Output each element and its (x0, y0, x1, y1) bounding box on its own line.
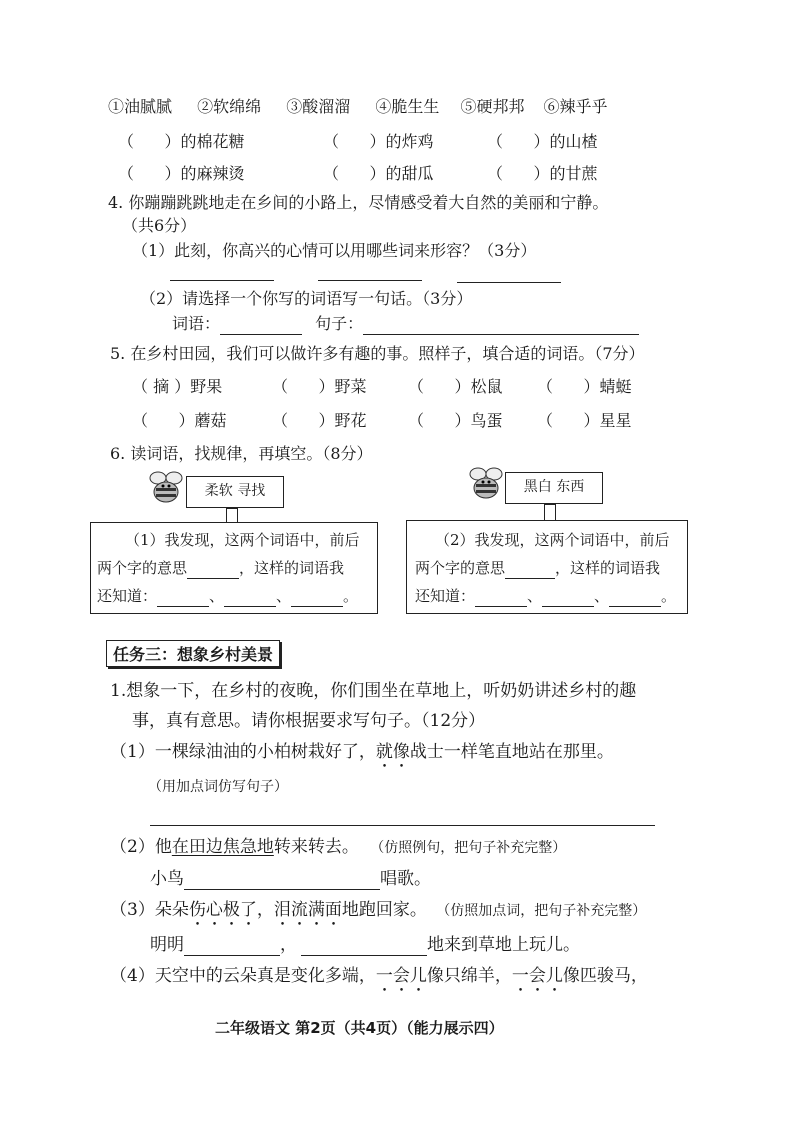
task3-title: 任务三：想象乡村美景 (106, 640, 280, 667)
period: 。 (661, 587, 677, 605)
meaning-blank[interactable] (187, 562, 239, 579)
s4-text: 像只绵羊， (426, 966, 512, 986)
s2-text: 转来转去。 (273, 837, 359, 857)
answer-paren[interactable]: （ ） (408, 411, 471, 430)
q5-item: 松鼠 (470, 377, 503, 396)
q3-option: ⑥辣乎乎 (543, 97, 608, 116)
period: 。 (343, 587, 359, 605)
q4-blank[interactable] (318, 280, 422, 281)
q3-item: 的炸鸡 (385, 132, 434, 151)
q3-item: 的棉花糖 (180, 132, 245, 151)
q3-row1 (118, 131, 245, 153)
s3-fill-text: 地来到草地上玩儿。 (427, 935, 580, 955)
q4-stem: 4. 你蹦蹦跳跳地走在乡间的小路上，尽情感受着大自然的美丽和宁静。 (108, 193, 609, 212)
s1-answer-line[interactable] (150, 825, 655, 826)
box1-text: ，这样的词语我 (239, 559, 345, 577)
box1-line3 (97, 585, 358, 607)
s2-underlined: 在田边焦急地 (171, 837, 274, 857)
q5-item: 野果 (190, 377, 223, 396)
q4-stem-score: （共6分） (122, 216, 197, 235)
s1-note: （用加点词仿写句子） (148, 779, 288, 795)
task3-q1-line2: 事，真有意思。请你根据要求写句子。（12分） (132, 711, 486, 731)
sentence-label: 句子： (315, 314, 364, 333)
example-blank[interactable] (609, 590, 661, 607)
q5-item: 鸟蛋 (470, 411, 503, 430)
q5-row2 (408, 410, 503, 432)
example-blank[interactable] (542, 590, 594, 607)
q5-row2 (132, 410, 227, 432)
answer-paren[interactable]: （ ） (487, 132, 550, 151)
q5-item: 野花 (334, 411, 367, 430)
answer-paren[interactable]: （ ） (272, 411, 335, 430)
q6-stem: 6. 读词语，找规律，再填空。（8分） (110, 444, 373, 463)
answer-paren[interactable]: （ ） (487, 164, 550, 183)
q5-item: 蘑菇 (194, 411, 227, 430)
word-label: 词语： (172, 314, 221, 333)
answer-paren[interactable]: （ ） (323, 132, 386, 151)
q5-row1 (132, 376, 222, 398)
page-footer: 二年级语文 第2页（共4页）（能力展示四） (215, 1019, 504, 1037)
q3-row1 (487, 131, 598, 153)
q3-item: 的甘蔗 (549, 164, 598, 183)
word-blank[interactable] (220, 318, 302, 335)
sign-post (226, 508, 238, 523)
s4-dotted: 一会儿 (375, 966, 427, 986)
s4-text: （4）天空中的云朵真是变化多端， (110, 966, 376, 986)
s4-text: 像匹骏马， (562, 966, 648, 986)
q6-box-1 (90, 522, 378, 614)
answer-paren[interactable]: （ ） (118, 132, 181, 151)
q3-row2 (118, 163, 245, 185)
example-word: 摘 (153, 377, 170, 396)
s1-text: （1）一棵绿油油的小柏树栽好了， (110, 742, 376, 762)
q3-row2 (487, 163, 598, 185)
s3-dotted: 伤心极了 (188, 900, 257, 920)
q3-row2 (323, 163, 434, 185)
q3-item: 的麻辣烫 (180, 164, 245, 183)
s3-dotted: 泪流满面 (273, 900, 342, 920)
s2-text: （2）他 (110, 837, 172, 857)
separator: 、 (594, 587, 610, 605)
s2-note: （仿照例句，把句子补充完整） (370, 840, 567, 856)
example-blank[interactable] (475, 590, 527, 607)
s3-text: 地跑回家。 (341, 900, 427, 920)
s1-text: 战士一样笔直地站在那里。 (409, 742, 614, 762)
q4-sub1: （1）此刻，你高兴的心情可以用哪些词来形容？（3分） (132, 241, 537, 260)
s3-fill (150, 934, 580, 956)
q5-stem: 5. 在乡村田园，我们可以做许多有趣的事。照样子，填合适的词语。（7分） (110, 344, 645, 363)
example-paren: （ 摘 ） (132, 377, 191, 396)
q5-item: 野菜 (334, 377, 367, 396)
sentence-4 (110, 965, 648, 996)
example-blank[interactable] (157, 590, 209, 607)
box2-line3 (415, 585, 676, 607)
s3-note: （仿照加点词，把句子补充完整） (436, 903, 647, 919)
q5-item: 星星 (599, 411, 632, 430)
box2-line2 (415, 557, 660, 579)
q3-option: ②软绵绵 (197, 97, 262, 116)
answer-paren[interactable]: （ ） (408, 377, 471, 396)
q4-blank[interactable] (457, 282, 561, 283)
q4-blank[interactable] (170, 280, 274, 281)
q3-item: 的山楂 (549, 132, 598, 151)
s3-fill-text: ， (280, 935, 297, 955)
s2-fill-text: 小鸟 (150, 869, 184, 889)
s1-dotted: 就像 (375, 742, 410, 762)
bee-icon (466, 464, 506, 502)
s3-text: （3）朵朵 (110, 900, 189, 920)
q4-sub2: （2）请选择一个你写的词语写一句话。（3分） (140, 289, 473, 308)
sign-word-pair-2: 黑白 东西 (505, 472, 603, 504)
bee-icon (146, 468, 186, 506)
q3-option: ④脆生生 (375, 97, 440, 116)
example-blank[interactable] (224, 590, 276, 607)
q3-option: ⑤硬邦邦 (460, 97, 525, 116)
separator: 、 (527, 587, 543, 605)
sentence-2 (110, 836, 566, 859)
s2-fill-text: 唱歌。 (380, 869, 431, 889)
q6-box-2 (406, 520, 688, 614)
q5-row1 (408, 376, 503, 398)
q5-row1 (537, 376, 632, 398)
q3-option: ①油腻腻 (108, 97, 173, 116)
answer-paren[interactable]: （ ） (323, 164, 386, 183)
box2-line1: （2）我发现，这两个词语中，前后 (435, 531, 670, 549)
q4-answer-line (172, 313, 639, 335)
sign-post (544, 504, 556, 521)
box1-line1: （1）我发现，这两个词语中，前后 (125, 531, 360, 549)
s3-blank[interactable] (301, 939, 427, 956)
sign-word-pair-1: 柔软 寻找 (186, 476, 284, 508)
box2-text: 还知道： (415, 587, 476, 605)
q5-row2 (272, 410, 367, 432)
answer-paren[interactable]: （ ） (118, 164, 181, 183)
q5-row1 (272, 376, 367, 398)
box2-text: ，这样的词语我 (555, 559, 661, 577)
separator: 、 (276, 587, 292, 605)
example-blank[interactable] (291, 590, 343, 607)
q5-row2 (537, 410, 632, 432)
answer-paren[interactable]: （ ） (132, 411, 195, 430)
separator: 、 (209, 587, 225, 605)
s4-dotted: 一会儿 (511, 966, 563, 986)
answer-paren[interactable]: （ ） (272, 377, 335, 396)
box2-text: 两个字的意思 (415, 559, 506, 577)
q3-option: ③酸溜溜 (286, 97, 351, 116)
q3-row1 (323, 131, 434, 153)
answer-paren[interactable]: （ ） (537, 377, 600, 396)
s2-fill (150, 868, 431, 890)
q5-item: 蜻蜓 (599, 377, 632, 396)
q3-item: 的甜瓜 (385, 164, 434, 183)
box1-text: 两个字的意思 (97, 559, 188, 577)
box1-line2 (97, 557, 344, 579)
sentence-blank[interactable] (363, 318, 639, 335)
s3-blank[interactable] (184, 939, 280, 956)
s3-fill-text: 明明 (150, 935, 184, 955)
box1-text: 还知道： (97, 587, 158, 605)
task3-q1-line1: 1.想象一下，在乡村的夜晚，你们围坐在草地上，听奶奶讲述乡村的趣 (110, 681, 637, 701)
s2-blank[interactable] (184, 873, 380, 890)
q3-options (108, 96, 608, 118)
meaning-blank[interactable] (505, 562, 555, 579)
answer-paren[interactable]: （ ） (537, 411, 600, 430)
sentence-1 (110, 741, 614, 772)
sentence-3 (110, 899, 646, 930)
s3-text: ， (256, 900, 274, 920)
